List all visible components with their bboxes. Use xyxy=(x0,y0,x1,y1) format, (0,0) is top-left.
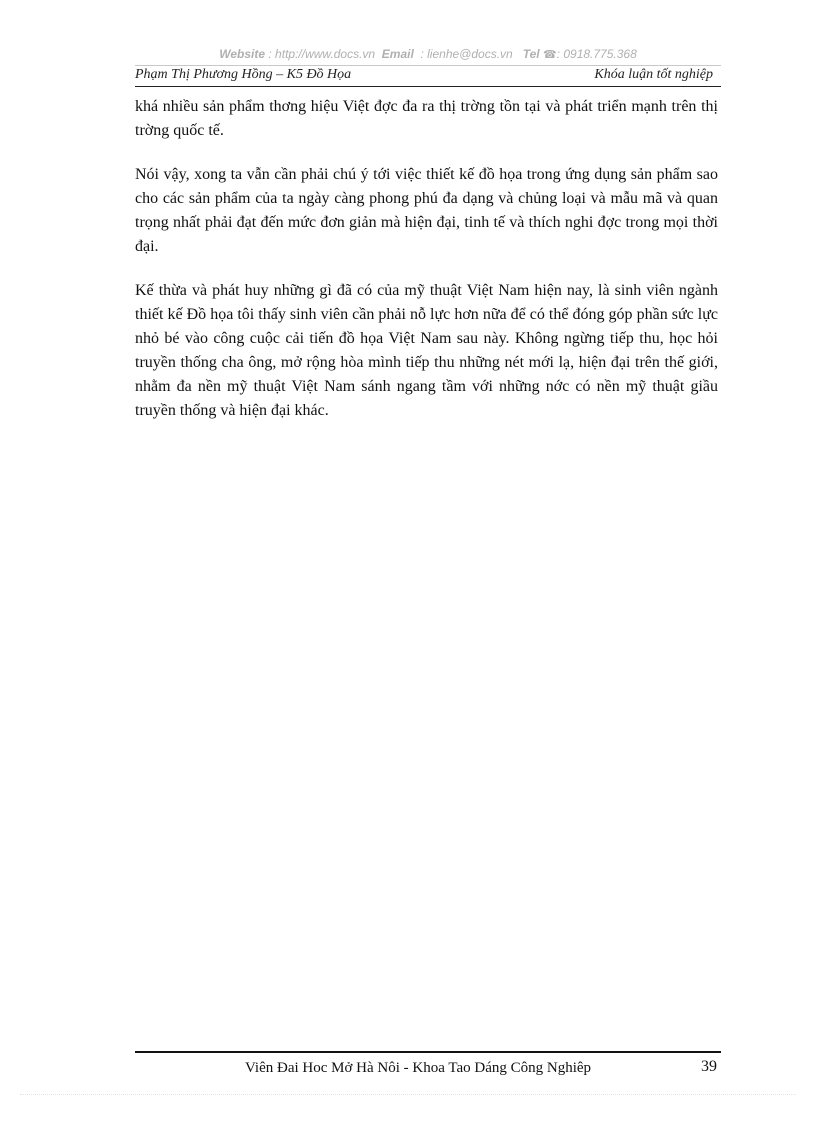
header-top-rule xyxy=(135,65,721,66)
header-doc-type: Khóa luận tốt nghiệp xyxy=(594,67,713,82)
footer-rule xyxy=(135,1051,721,1053)
footer-institution: Viên Đai Hoc Mở Hà Nôi - Khoa Tao Dáng Công Nghiêp xyxy=(245,1060,592,1076)
paragraph-1: khá nhiều sản phẩm thơng hiệu Việt đợc đa ra thị trờng tồn tại và phát triển mạnh trên thị trờng quốc tế. xyxy=(135,98,718,139)
header-bottom-rule xyxy=(135,86,721,87)
page-footer xyxy=(135,1060,721,1080)
body-text xyxy=(135,95,718,443)
email-value: : lienhe@docs.vn xyxy=(420,47,513,61)
telephone-icon: ☎ xyxy=(542,49,557,61)
running-header xyxy=(135,67,721,87)
paragraph-3: Kế thừa và phát huy những gì đã có của mỹ thuật Việt Nam hiện nay, là sinh viên ngành thiết kế Đồ họa tôi thấy sinh viên cần phải nỗ lực hơn nữa để có thể đóng góp phần sức lực nhỏ bé vào công cuộc cải tiến đồ họa Việt Nam sau này. Không ngừng tiếp thu, học hỏi truyền thống cha ông, mở rộng hòa mình tiếp thu những nét mới lạ, hiện đại trên thế giới, nhằm đa nền mỹ thuật Việt Nam sánh ngang tầm với những nớc có nền mỹ thuật giầu truyền thống và hiện đại khác. xyxy=(135,282,718,419)
header-author: Phạm Thị Phương Hồng – K5 Đồ Họa xyxy=(135,67,352,82)
tel-value: : 0918.775.368 xyxy=(556,47,637,61)
page-number: 39 xyxy=(701,1058,717,1075)
tel-label: Tel xyxy=(522,47,540,61)
website-contact-line xyxy=(135,47,721,61)
email-label: Email xyxy=(381,47,414,61)
paragraph-2: Nói vậy, xong ta vẫn cần phải chú ý tới việc thiết kế đồ họa trong ứng dụng sản phẩm sao cho các sản phẩm của ta ngày càng phong phú đa dạng và chủng loại và mẫu mã và quan trọng nhất phải đạt đến mức đơn giản mà hiện đại, tinh tế và thích nghi đợc trong mọi thời đại. xyxy=(135,166,718,255)
website-value: : http://www.docs.vn xyxy=(268,47,376,61)
page-bottom-border xyxy=(20,1094,796,1095)
website-label: Website xyxy=(219,47,266,61)
